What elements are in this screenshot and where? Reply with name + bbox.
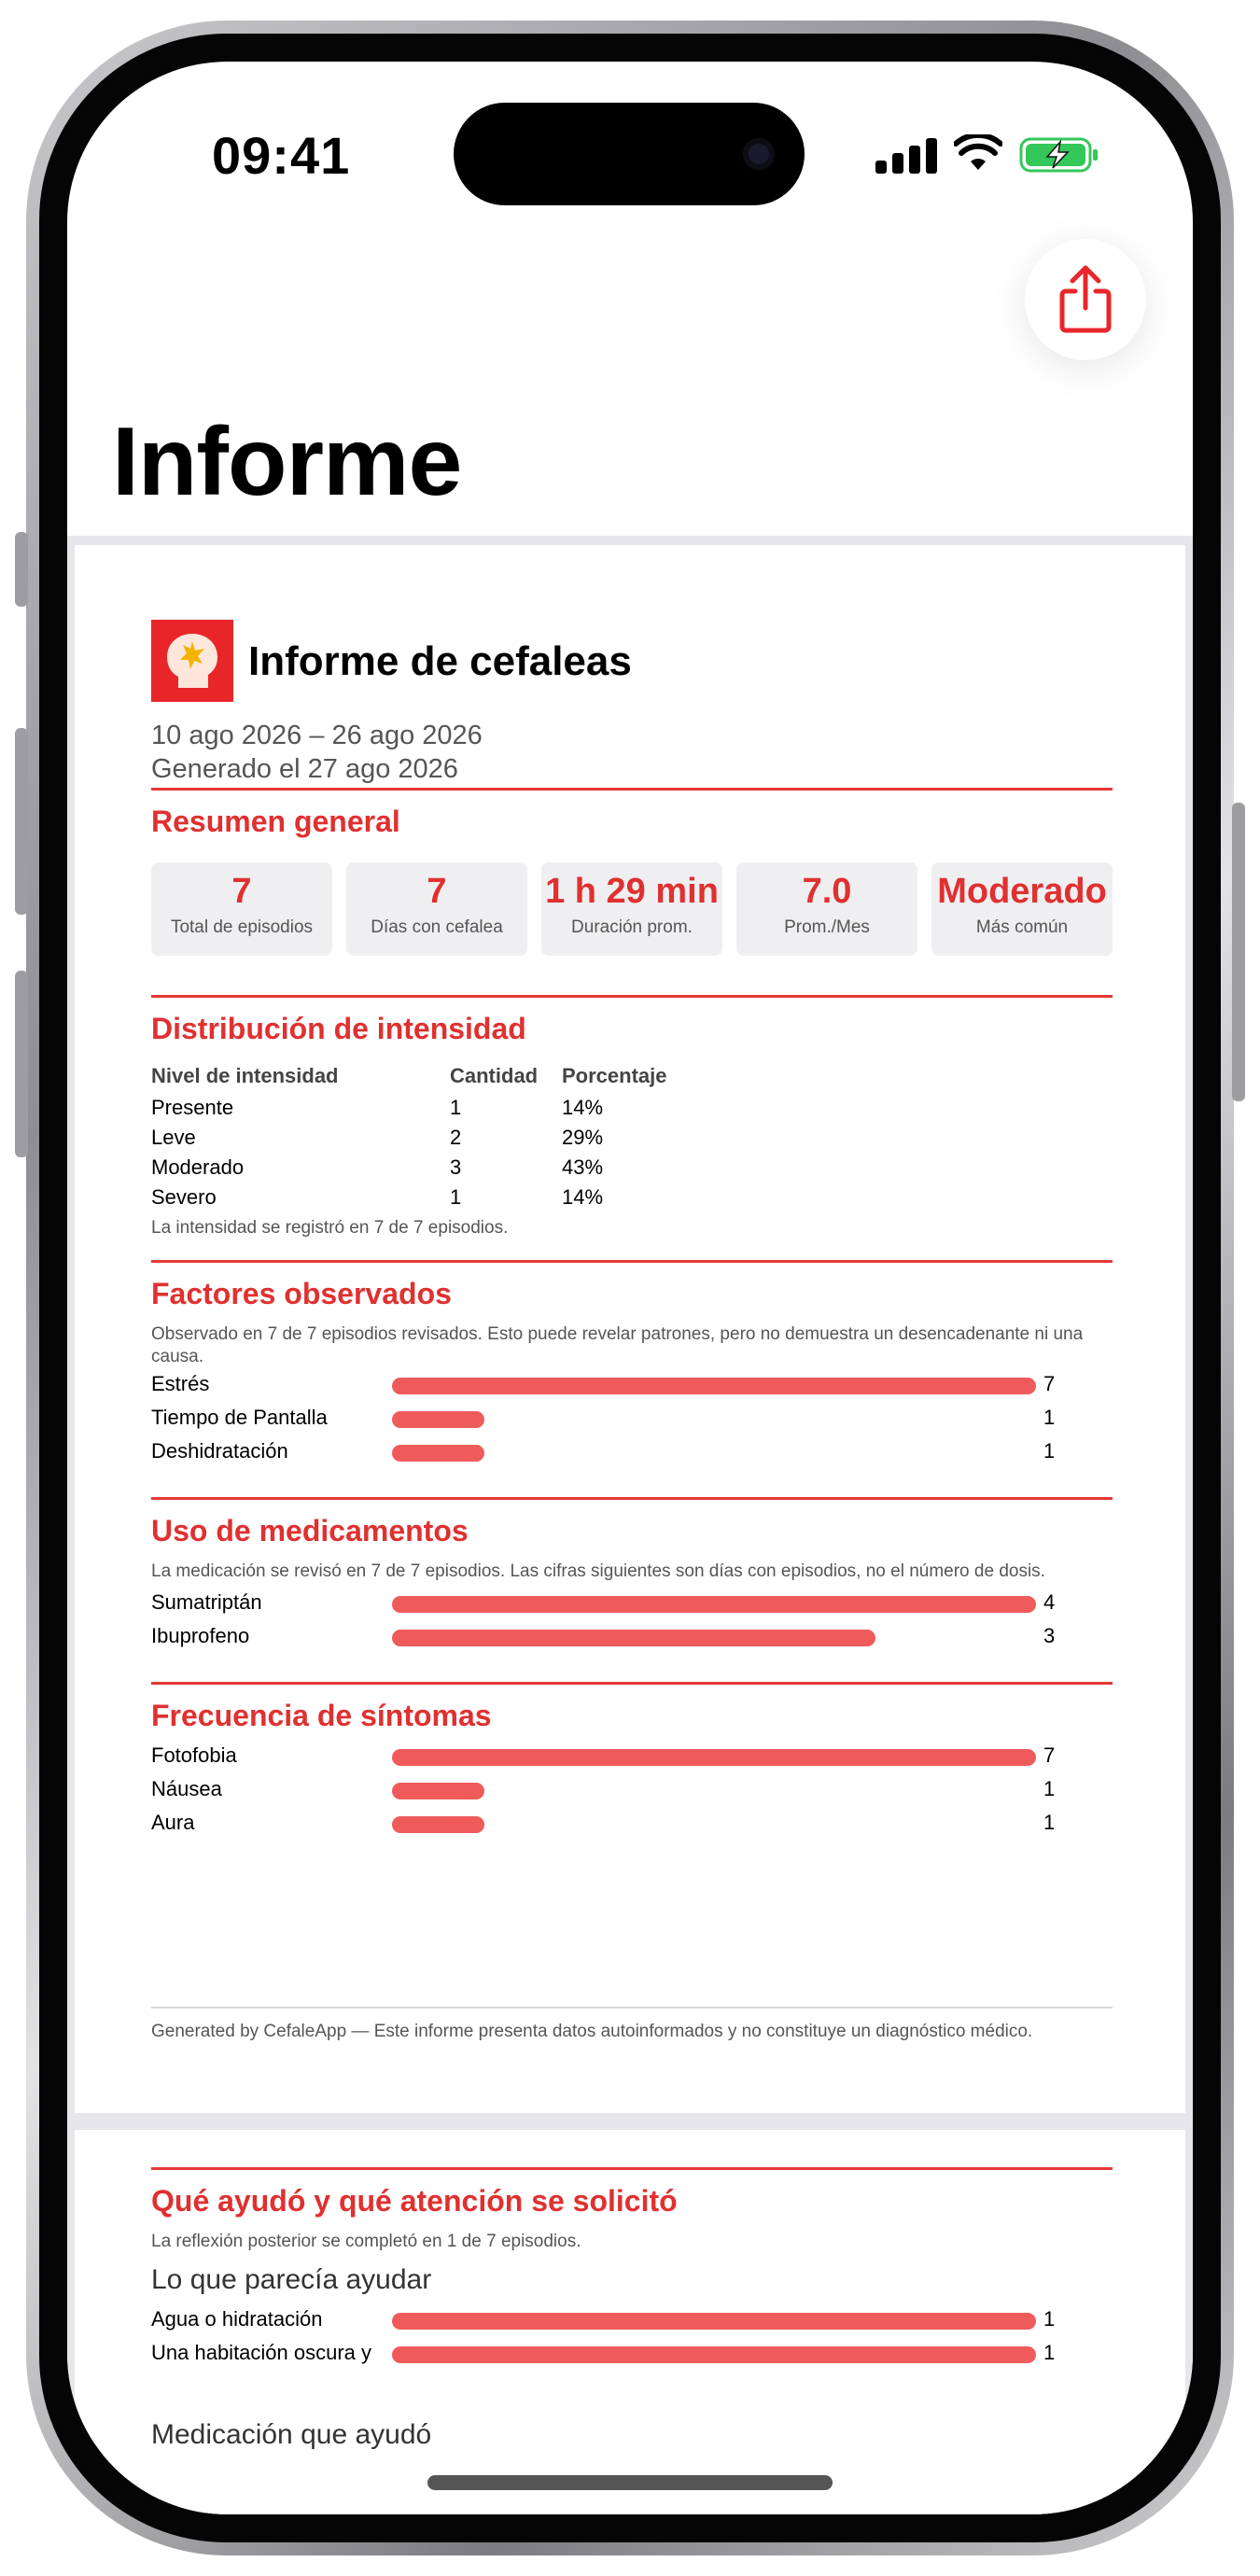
home-indicator[interactable] — [427, 2475, 833, 2490]
table-cell-level: Severo — [151, 1185, 217, 1209]
summary-card-total: 7 Total de episodios — [151, 862, 332, 956]
bar-count: 1 — [1043, 2341, 1056, 2364]
bar-count: 7 — [1043, 1372, 1056, 1395]
report-footer: Generated by CefaleApp — Este informe presenta datos autoinformados y no constituye un diagnóstico médico. — [151, 2022, 1033, 2041]
table-cell-percent: 43% — [562, 1155, 604, 1179]
bar-count: 1 — [1043, 2307, 1056, 2331]
bar-fill — [392, 1378, 1036, 1394]
factors-note: Observado en 7 de 7 episodios revisados. Esto puede revelar patrones, pero no demuestra un desencadenante ni una causa. — [151, 1324, 1084, 1366]
report-generated-date: Generado el 27 ago 2026 — [151, 754, 458, 784]
table-cell-level: Moderado — [151, 1155, 245, 1179]
bar-fill — [392, 1411, 484, 1428]
summary-card-common: Moderado Más común — [931, 862, 1113, 956]
section-divider — [151, 1260, 1113, 1263]
table-cell-percent: 14% — [562, 1096, 604, 1119]
meds-helped-subtitle: Medicación que ayudó — [151, 2419, 432, 2450]
power-button — [1232, 803, 1245, 1101]
bar-label: Fotofobia — [151, 1743, 237, 1767]
footer-divider — [151, 2007, 1113, 2009]
action-button — [15, 532, 28, 607]
bar-count: 3 — [1043, 1624, 1056, 1647]
reflection-title: Qué ayudó y qué atención se solicitó — [151, 2184, 678, 2218]
table-cell-count: 1 — [450, 1096, 462, 1119]
table-cell-count: 1 — [450, 1185, 462, 1209]
screen — [67, 62, 1193, 2514]
bar-count: 7 — [1043, 1743, 1056, 1767]
table-cell-count: 3 — [450, 1155, 462, 1179]
status-time: 09:41 — [212, 126, 351, 185]
bar-count: 1 — [1043, 1811, 1056, 1834]
table-cell-level: Presente — [151, 1096, 234, 1119]
bar-label: Tiempo de Pantalla — [151, 1406, 328, 1429]
bar-count: 1 — [1043, 1406, 1056, 1429]
share-button[interactable] — [1025, 239, 1146, 360]
bar-fill — [392, 1783, 484, 1799]
report-page-1 — [75, 545, 1185, 2113]
bar-label: Agua o hidratación — [151, 2307, 323, 2331]
bar-label: Estrés — [151, 1372, 210, 1395]
table-header-count: Cantidad — [450, 1064, 539, 1087]
section-divider — [151, 995, 1113, 998]
section-divider — [151, 2167, 1113, 2170]
report-title: Informe de cefaleas — [248, 638, 632, 684]
section-divider — [151, 1682, 1113, 1685]
medications-title: Uso de medicamentos — [151, 1514, 469, 1547]
bar-fill — [392, 1445, 484, 1462]
bar-count: 1 — [1043, 1439, 1056, 1463]
front-camera — [743, 138, 775, 170]
bar-fill — [392, 1596, 1036, 1613]
section-divider — [151, 1497, 1113, 1500]
intensity-note: La intensidad se registró en 7 de 7 episodios. — [151, 1218, 509, 1238]
bar-label: Una habitación oscura y — [151, 2341, 372, 2364]
table-cell-count: 2 — [450, 1126, 462, 1149]
summary-card-duration: 1 h 29 min Duración prom. — [541, 862, 722, 956]
dynamic-island — [454, 103, 805, 205]
volume-down-button — [15, 971, 28, 1157]
wifi-icon — [954, 134, 1002, 172]
factors-title: Factores observados — [151, 1277, 452, 1310]
bar-label: Deshidratación — [151, 1439, 288, 1463]
table-cell-percent: 29% — [562, 1126, 604, 1149]
table-cell-percent: 14% — [562, 1185, 604, 1209]
head-icon — [151, 620, 233, 702]
medications-note: La medicación se revisó en 7 de 7 episodios. Las cifras siguientes son días con episodios, no el número de dosis. — [151, 1561, 1045, 1581]
bar-fill — [392, 1630, 875, 1646]
summary-card-monthly: 7.0 Prom./Mes — [736, 862, 917, 956]
intensity-title: Distribución de intensidad — [151, 1012, 526, 1045]
volume-up-button — [15, 728, 28, 915]
bar-label: Náusea — [151, 1777, 222, 1800]
report-page-2 — [75, 2130, 1185, 2514]
bar-label: Aura — [151, 1811, 195, 1834]
cellular-signal-icon — [875, 136, 937, 174]
table-cell-level: Leve — [151, 1126, 196, 1149]
summary-card-days: 7 Días con cefalea — [346, 862, 527, 956]
table-header-percent: Porcentaje — [562, 1064, 667, 1087]
page-title: Informe — [112, 408, 462, 516]
battery-charging-icon — [1019, 136, 1099, 174]
report-date-range: 10 ago 2026 – 26 ago 2026 — [151, 721, 483, 750]
bar-fill — [392, 1749, 1036, 1766]
bar-label: Sumatriptán — [151, 1590, 262, 1614]
symptoms-title: Frecuencia de síntomas — [151, 1699, 492, 1732]
section-divider — [151, 788, 1113, 791]
bar-fill — [392, 1816, 484, 1833]
bar-count: 1 — [1043, 1777, 1056, 1800]
bar-label: Ibuprofeno — [151, 1624, 250, 1647]
helpers-subtitle: Lo que parecía ayudar — [151, 2264, 432, 2295]
bar-fill — [392, 2313, 1036, 2330]
share-icon — [1057, 265, 1114, 334]
bar-count: 4 — [1043, 1590, 1056, 1614]
summary-title: Resumen general — [151, 805, 400, 838]
bar-fill — [392, 2346, 1036, 2363]
reflection-note: La reflexión posterior se completó en 1 de 7 episodios. — [151, 2232, 581, 2251]
table-header-level: Nivel de intensidad — [151, 1064, 339, 1087]
